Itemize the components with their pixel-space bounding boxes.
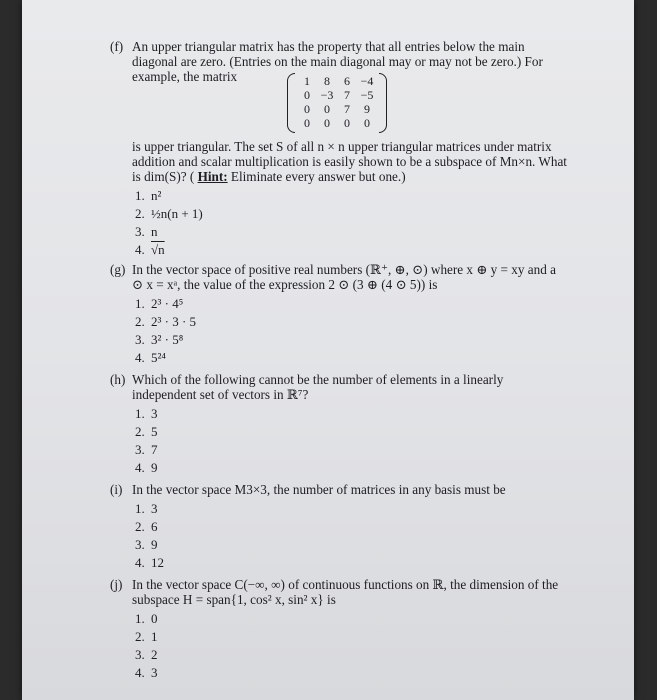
option-i-2[interactable]: 2. 6 [135,519,158,534]
option-g-1[interactable]: 1. 2³ · 4⁵ [135,296,184,311]
upper-triangular-matrix [287,73,387,133]
question-text: In the vector space M3×3, the number of matrices in any basis must be [132,482,506,497]
option-j-1[interactable]: 1. 0 [135,611,158,626]
question-i [110,482,580,498]
question-text: is upper triangular. The set S of all n × n upper triangular matrices under matrix addition and scalar multiplication is easily shown to be a subspace of Mn×n. What is dim(S)? ( Hint: Eliminate every answer but one.) [132,139,567,184]
option-f-4[interactable]: 4. √n [135,242,165,257]
question-g [110,262,580,294]
left-paren [287,73,295,133]
option-h-3[interactable]: 3. 7 [135,442,158,457]
question-text: In the vector space C(−∞, ∞) of continuous functions on ℝ, the dimension of the subspace H = span{1, cos² x, sin² x} is [132,577,559,607]
matrix-cell: −4 [360,74,374,88]
matrix-cell: 0 [304,102,310,116]
option-g-3[interactable]: 3. 3² · 5⁸ [135,332,184,347]
question-label: (f) [110,39,124,54]
matrix-cell: 0 [324,102,330,116]
question-text: Which of the following cannot be the number of elements in a linearly independent set of vectors in ℝ⁷? [132,372,504,402]
matrix-cell: 1 [304,74,310,88]
matrix-cell: 6 [344,74,350,88]
question-h [110,372,580,404]
matrix-cell: 0 [344,116,350,130]
option-i-1[interactable]: 1. 3 [135,501,158,516]
matrix-cell: 0 [364,116,370,130]
question-f-continued [132,139,572,184]
matrix-cell: −3 [320,88,334,102]
option-f-3[interactable]: 3. n [135,224,158,239]
option-h-2[interactable]: 2. 5 [135,424,158,439]
right-paren [379,73,387,133]
question-label: (g) [110,262,126,277]
hint-label: Hint: [197,169,228,184]
matrix-cell: 0 [304,88,310,102]
option-f-2[interactable]: 2. ½n(n + 1) [135,206,203,221]
option-j-2[interactable]: 2. 1 [135,629,158,644]
question-text: In the vector space of positive real numbers (ℝ⁺, ⊕, ⊙) where x ⊕ y = xy and a ⊙ x = xᵃ, the value of the expression 2 ⊙ (3 ⊕ (4 ⊙ 5)) is [132,262,556,292]
matrix-cell: 8 [324,74,330,88]
option-g-4[interactable]: 4. 5²⁴ [135,350,166,365]
question-text: An upper triangular matrix has the property that all entries below the main diagonal are zero. (Entries on the main diagonal may or may not be zero.) For example, the matrix [132,39,543,84]
option-i-4[interactable]: 4. 12 [135,555,164,570]
option-h-4[interactable]: 4. 9 [135,460,158,475]
option-h-1[interactable]: 1. 3 [135,406,158,421]
question-j [110,577,580,609]
question-label: (j) [110,577,123,592]
question-label: (i) [110,482,123,497]
document-page [22,0,634,700]
option-f-1[interactable]: 1. n² [135,188,162,203]
matrix-cell: 7 [344,88,350,102]
option-i-3[interactable]: 3. 9 [135,537,158,552]
question-label: (h) [110,372,126,387]
matrix-cell: 7 [344,102,350,116]
option-g-2[interactable]: 2. 2³ · 3 · 5 [135,314,197,329]
option-j-3[interactable]: 3. 2 [135,647,158,662]
matrix-cell: 0 [304,116,310,130]
matrix-cell: 0 [324,116,330,130]
matrix-cell: −5 [360,88,374,102]
matrix-cell: 9 [364,102,370,116]
option-j-4[interactable]: 4. 3 [135,665,158,680]
